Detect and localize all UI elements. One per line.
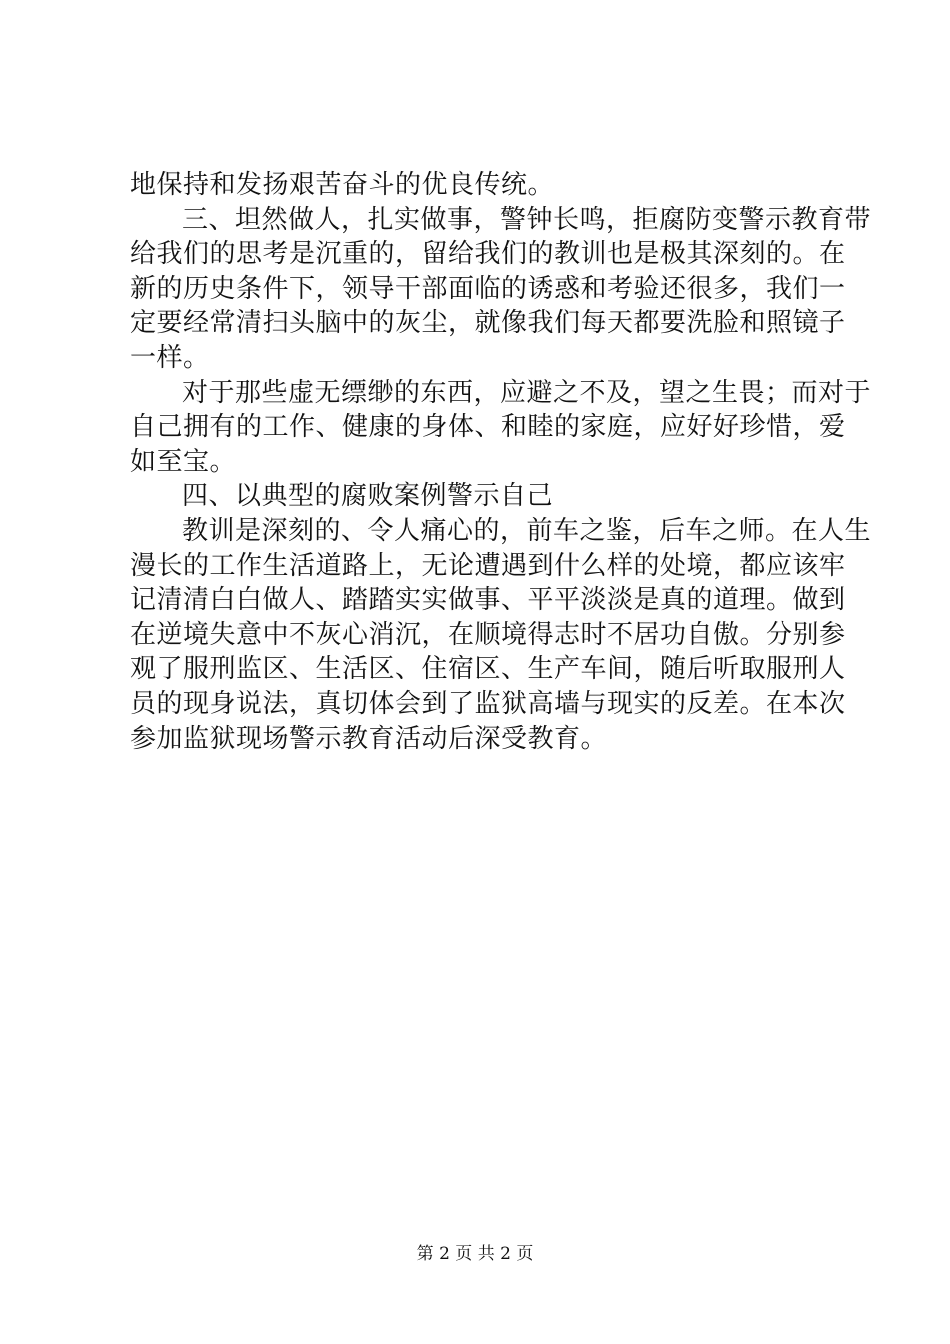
text-line: 新的历史条件下，领导干部面临的诱惑和考验还很多，我们一 — [130, 273, 846, 304]
text-line: 三、坦然做人，扎实做事，警钟长鸣，拒腐防变警示教育带 — [182, 204, 872, 235]
text-line: 在逆境失意中不灰心消沉，在顺境得志时不居功自傲。分别参 — [130, 619, 846, 650]
text-line: 对于那些虚无缥缈的东西，应避之不及，望之生畏；而对于 — [182, 377, 872, 408]
text-line: 观了服刑监区、生活区、住宿区、生产车间，随后听取服刑人 — [130, 654, 846, 685]
page-footer: 第 2 页 共 2 页 — [416, 1244, 534, 1264]
text-line: 员的现身说法，真切体会到了监狱高墙与现实的反差。在本次 — [130, 688, 846, 719]
text-line: 教训是深刻的、令人痛心的，前车之鉴，后车之师。在人生 — [182, 515, 872, 546]
document-body — [130, 168, 872, 756]
text-line: 记清清白白做人、踏踏实实做事、平平淡淡是真的道理。做到 — [130, 585, 846, 616]
text-line: 如至宝。 — [130, 446, 237, 477]
text-line: 参加监狱现场警示教育活动后深受教育。 — [130, 723, 608, 754]
text-line: 漫长的工作生活道路上，无论遭遇到什么样的处境，都应该牢 — [130, 550, 846, 581]
text-line: 地保持和发扬艰苦奋斗的优良传统。 — [130, 170, 555, 200]
text-line: 一样。 — [130, 342, 210, 373]
text-line: 自己拥有的工作、健康的身体、和睦的家庭，应好好珍惜，爱 — [130, 412, 846, 443]
text-line: 定要经常清扫头脑中的灰尘，就像我们每天都要洗脸和照镜子 — [130, 308, 846, 339]
text-line: 四、以典型的腐败案例警示自己 — [182, 481, 554, 512]
text-line: 给我们的思考是沉重的，留给我们的教训也是极其深刻的。在 — [130, 239, 846, 270]
